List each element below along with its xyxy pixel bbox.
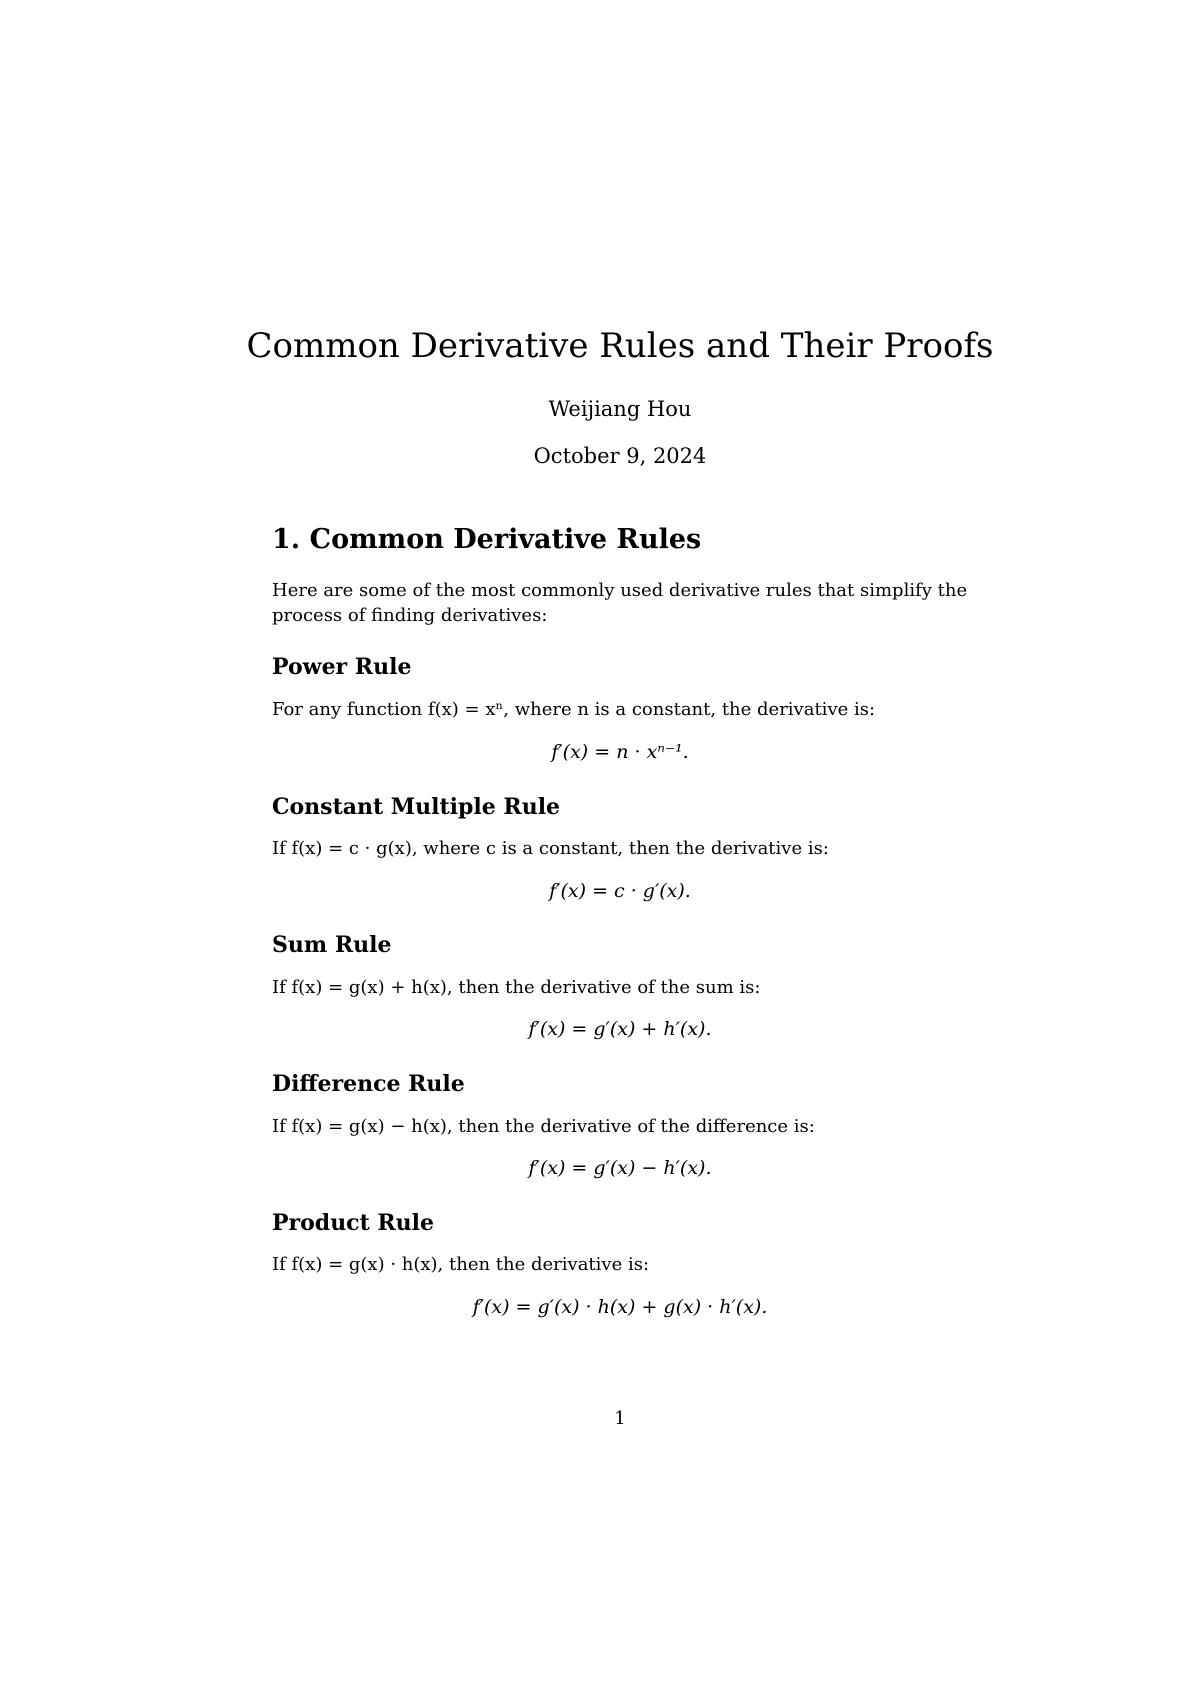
constant-multiple-rule-heading: Constant Multiple Rule xyxy=(272,794,561,820)
section-intro-line-2: process of finding derivatives: xyxy=(272,605,548,626)
sum-rule-heading: Sum Rule xyxy=(272,932,392,958)
difference-rule-equation: f′(x) = g′(x) − h′(x). xyxy=(528,1157,712,1179)
constant-multiple-rule-equation: f′(x) = c · g′(x). xyxy=(549,880,691,902)
document-date: October 9, 2024 xyxy=(533,444,707,468)
constant-multiple-rule-text: If f(x) = c · g(x), where c is a constant, then the derivative is: xyxy=(272,838,829,859)
section-intro-line-1: Here are some of the most commonly used derivative rules that simplify the xyxy=(272,580,968,601)
product-rule-heading: Product Rule xyxy=(272,1210,435,1236)
page-number: 1 xyxy=(614,1408,626,1429)
difference-rule-text: If f(x) = g(x) − h(x), then the derivative of the difference is: xyxy=(272,1116,815,1137)
product-rule-equation: f′(x) = g′(x) · h(x) + g(x) · h′(x). xyxy=(472,1296,768,1318)
document-author: Weijiang Hou xyxy=(548,397,692,421)
power-rule-text: For any function f(x) = xⁿ, where n is a constant, the derivative is: xyxy=(272,699,876,720)
sum-rule-text: If f(x) = g(x) + h(x), then the derivative of the sum is: xyxy=(272,977,761,998)
sum-rule-equation: f′(x) = g′(x) + h′(x). xyxy=(528,1018,712,1040)
difference-rule-heading: Difference Rule xyxy=(272,1071,465,1097)
section-heading: 1. Common Derivative Rules xyxy=(272,524,702,555)
power-rule-heading: Power Rule xyxy=(272,654,412,680)
power-rule-equation: f′(x) = n · xⁿ⁻¹. xyxy=(551,741,689,763)
product-rule-text: If f(x) = g(x) · h(x), then the derivative is: xyxy=(272,1254,650,1275)
document-title: Common Derivative Rules and Their Proofs xyxy=(246,326,994,366)
